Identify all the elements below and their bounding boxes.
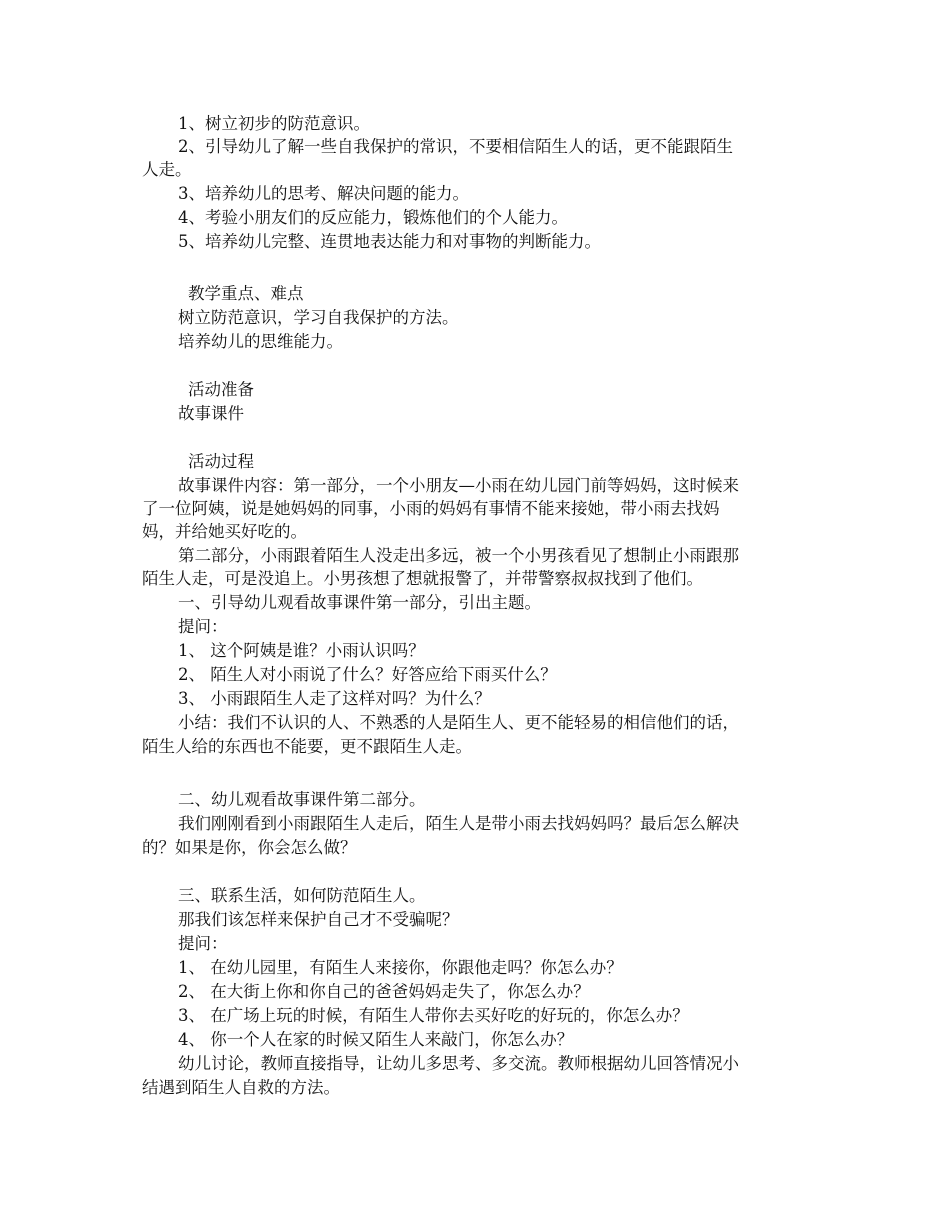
question-label-2: 提问： [178,934,228,953]
discussion-line-2: 结遇到陌生人自救的方法。 [142,1078,340,1097]
goal-4: 4、考验小朋友们的反应能力，锻炼他们的个人能力。 [178,208,568,227]
step-3-question-intro: 那我们该怎样来保护自己才不受骗呢？ [178,910,459,929]
scenario-4: 4、 你一个人在家的时候又陌生人来敲门，你怎么办？ [178,1030,574,1049]
step-2-text-line-2: 的？如果是你，你会怎么做？ [142,838,357,857]
section-heading-preparation: 活动准备 [188,380,254,399]
preparation-item: 故事课件 [178,404,244,423]
goal-2-line-1: 2、引导幼儿了解一些自我保护的常识，不要相信陌生人的话，更不能跟陌生 [178,137,733,156]
goal-3: 3、培养幼儿的思考、解决问题的能力。 [178,184,469,203]
story-part2-line-1: 第二部分，小雨跟着陌生人没走出多远，被一个小男孩看见了想制止小雨跟那 [178,546,739,565]
scenario-1: 1、 在幼儿园里，有陌生人来接你，你跟他走吗？你怎么办？ [178,958,623,977]
question-label: 提问： [178,617,228,636]
goal-5: 5、培养幼儿完整、连贯地表达能力和对事物的判断能力。 [178,232,601,251]
section-heading-process: 活动过程 [188,452,254,471]
story-part2-line-2: 陌生人走，可是没追上。小男孩想了想就报警了，并带警察叔叔找到了他们。 [142,569,703,588]
step-1-heading: 一、引导幼儿观看故事课件第一部分，引出主题。 [178,593,541,612]
step-3-heading: 三、联系生活，如何防范陌生人。 [178,886,426,905]
summary-line-2: 陌生人给的东西也不能要，更不跟陌生人走。 [142,737,472,756]
question-3: 3、 小雨跟陌生人走了这样对吗？为什么？ [178,689,491,708]
story-content-line-1: 故事课件内容：第一部分，一个小朋友—小雨在幼儿园门前等妈妈，这时候来 [178,476,739,495]
scenario-2: 2、 在大街上你和你自己的爸爸妈妈走失了，你怎么办？ [178,982,590,1001]
story-content-line-3: 妈，并给她买好吃的。 [142,522,307,541]
key-point-2: 培养幼儿的思维能力。 [178,332,343,351]
scenario-3: 3、 在广场上玩的时候，有陌生人带你去买好吃的好玩的，你怎么办？ [178,1006,689,1025]
section-heading-key-points: 教学重点、难点 [188,284,304,303]
summary-line-1: 小结：我们不认识的人、不熟悉的人是陌生人、更不能轻易的相信他们的话， [178,713,739,732]
key-point-1: 树立防范意识，学习自我保护的方法。 [178,308,459,327]
story-content-line-2: 了一位阿姨，说是她妈妈的同事，小雨的妈妈有事情不能来接她，带小雨去找妈 [142,499,720,518]
question-1: 1、 这个阿姨是谁？小雨认识吗？ [178,641,425,660]
discussion-line-1: 幼儿讨论，教师直接指导，让幼儿多思考、多交流。教师根据幼儿回答情况小 [178,1054,739,1073]
step-2-heading: 二、幼儿观看故事课件第二部分。 [178,790,426,809]
goal-2-line-2: 人走。 [142,160,192,179]
step-2-text-line-1: 我们刚刚看到小雨跟陌生人走后，陌生人是带小雨去找妈妈吗？最后怎么解决 [178,814,739,833]
question-2: 2、 陌生人对小雨说了什么？好答应给下雨买什么？ [178,665,557,684]
goal-1: 1、树立初步的防范意识。 [178,114,370,133]
